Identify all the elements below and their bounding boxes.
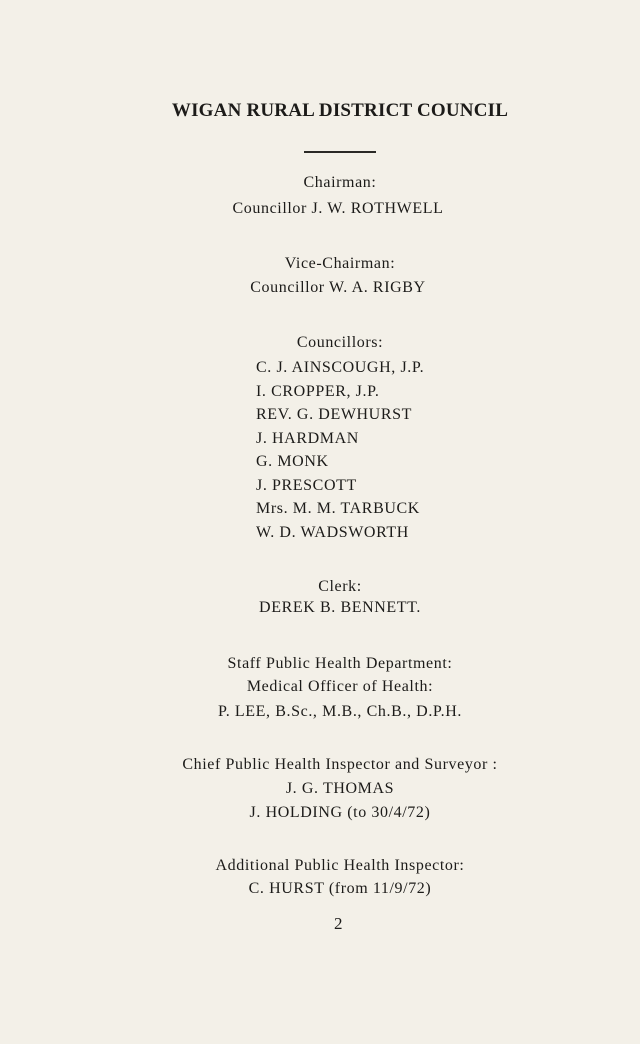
additional-inspector-name: C. HURST (from 11/9/72): [248, 880, 432, 897]
vice-chairman-name: Councillor W. A. RIGBY: [250, 279, 426, 296]
councillor-name: G. MONK: [256, 453, 329, 470]
clerk-name: DEREK B. BENNETT.: [259, 599, 421, 616]
chief-inspector-name: J. G. THOMAS: [285, 780, 395, 797]
councillor-name: REV. G. DEWHURST: [256, 406, 412, 423]
chairman-label: Chairman:: [303, 174, 377, 191]
councillor-name: J. HARDMAN: [256, 429, 359, 447]
councillor-name: C. J. AINSCOUGH, J.P.: [256, 359, 425, 376]
council-title: WIGAN RURAL DISTRICT COUNCIL: [171, 100, 509, 121]
chief-inspector-label: Chief Public Health Inspector and Surveyor :: [182, 756, 498, 773]
chief-inspector-name: J. HOLDING (to 30/4/72): [249, 804, 431, 821]
councillor-name: Mrs. M. M. TARBUCK: [256, 500, 420, 517]
councillor-name: I. CROPPER, J.P.: [256, 382, 380, 400]
title-divider: [304, 151, 376, 153]
page-number: 2: [334, 914, 343, 933]
councillors-list: [256, 356, 424, 544]
councillor-name: J. PRESCOTT: [256, 476, 357, 494]
councillor-name: W. D. WADSWORTH: [256, 523, 409, 541]
moh-name: P. LEE, B.Sc., M.B., Ch.B., D.P.H.: [218, 703, 462, 720]
staff-heading: Staff Public Health Department:: [227, 655, 453, 672]
moh-label: Medical Officer of Health:: [246, 678, 434, 695]
vice-chairman-label: Vice-Chairman:: [284, 255, 396, 272]
additional-inspector-label: Additional Public Health Inspector:: [215, 857, 465, 874]
councillors-label: Councillors:: [296, 334, 384, 351]
clerk-label: Clerk:: [318, 578, 362, 595]
chairman-name: Councillor J. W. ROTHWELL: [232, 200, 444, 217]
